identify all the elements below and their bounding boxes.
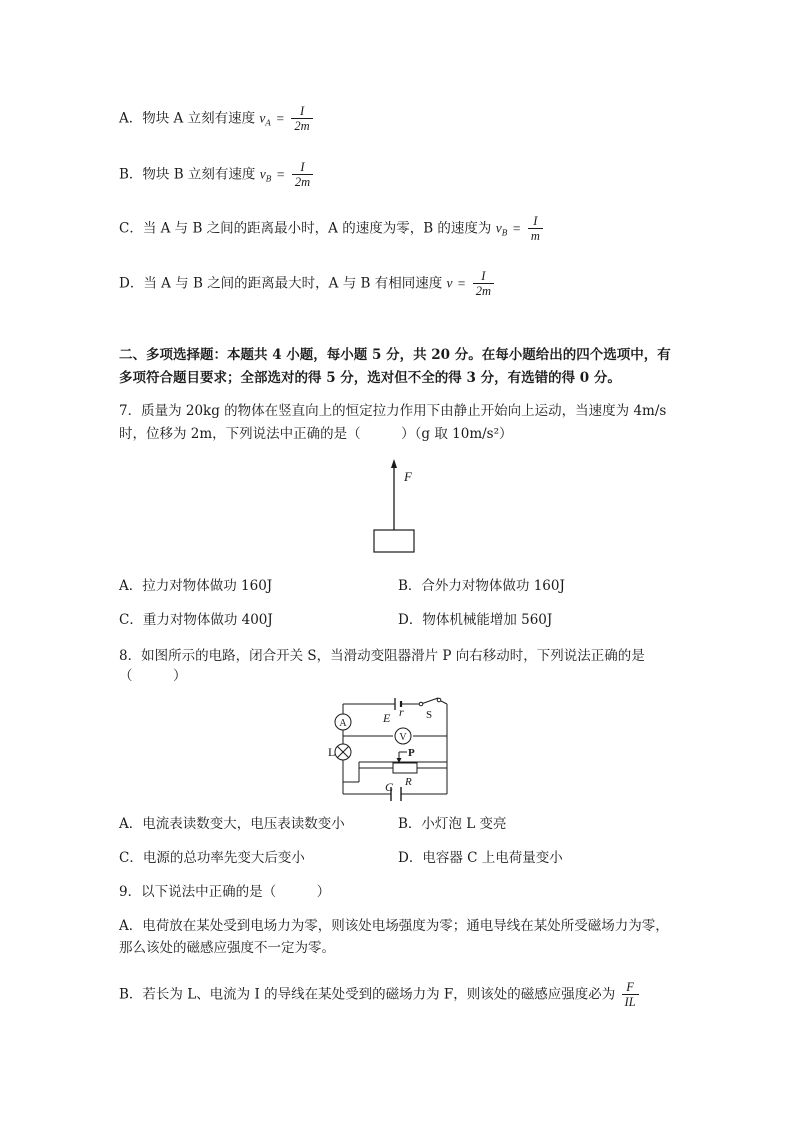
q9-option-a-line2: 那么该处的磁感应强度不一定为零。 — [119, 940, 335, 956]
fraction-denominator: 2m — [473, 283, 494, 299]
fraction-denominator: 2m — [291, 118, 312, 134]
fraction-numerator: F — [626, 980, 634, 994]
q8-stem-line1: 8．如图所示的电路，闭合开关 S，当滑动变阻器滑片 P 向右移动时，下列说法正确的是 — [119, 648, 645, 664]
rheostat-label: R — [405, 776, 412, 788]
voltmeter-label: V — [399, 732, 407, 743]
q7-option-d: D．物体机械能增加 560J — [398, 612, 553, 628]
switch-label: S — [426, 709, 433, 721]
q7-stem-line1: 7．质量为 20kg 的物体在竖直向上的恒定拉力作用下由静止开始向上运动，当速度为 4m/s — [119, 403, 667, 419]
q9-option-b — [119, 980, 639, 1010]
q7-option-a: A．拉力对物体做功 160J — [119, 578, 273, 594]
block-object — [374, 530, 414, 552]
section2-heading-line1: 二、多项选择题：本题共 4 小题，每小题 5 分，共 20 分。在每小题给出的四个选项中，有 — [119, 347, 671, 363]
q6-option-b — [119, 160, 313, 190]
slider-label: P — [408, 747, 415, 759]
q8-option-c: C．电源的总功率先变大后变小 — [119, 850, 305, 866]
q8-option-d: D．电容器 C 上电荷量变小 — [398, 850, 563, 866]
q8-option-b: B．小灯泡 L 变亮 — [398, 816, 507, 832]
fraction-numerator: I — [481, 269, 486, 283]
ammeter-label: A — [339, 718, 347, 729]
q7-option-c: C．重力对物体做功 400J — [119, 612, 273, 628]
q6-option-c — [119, 214, 543, 244]
q6-option-b-var: v — [259, 166, 266, 182]
q6-equals: = — [276, 110, 285, 126]
q6-option-b-sub: B — [265, 174, 272, 184]
fraction-denominator: 2m — [292, 174, 313, 190]
q6-option-a-var: v — [259, 110, 266, 126]
q6-option-a-sub: A — [265, 118, 272, 128]
q9-stem: 9．以下说法中正确的是（ ） — [119, 884, 331, 900]
q9-option-b-fraction — [622, 980, 639, 1010]
switch-contact-2 — [437, 698, 441, 702]
q6-option-c-sub: B — [501, 228, 508, 238]
q6-option-c-fraction — [528, 214, 543, 244]
q6-option-a-text: A．物块 A 立刻有速度 — [119, 110, 256, 127]
q6-option-d-var: v — [446, 275, 453, 291]
q6-option-d-fraction — [473, 269, 494, 299]
q7-option-b: B．合外力对物体做功 160J — [398, 578, 565, 594]
fraction-numerator: I — [299, 104, 305, 118]
q6-option-d-text: D．当 A 与 B 之间的距离最大时，A 与 B 有相同速度 — [119, 275, 443, 292]
q6-option-b-text: B．物块 B 立刻有速度 — [119, 166, 256, 183]
q6-option-a-fraction — [291, 104, 312, 134]
force-label: F — [404, 469, 412, 484]
q9-option-a-line1: A．电荷放在某处受到电场力为零，则该处电场强度为零；通电导线在某处所受磁场力为零， — [119, 918, 669, 934]
q6-option-c-var: v — [495, 220, 502, 236]
q9-option-b-text: B．若长为 L、电流为 I 的导线在某处受到的磁场力为 F，则该处的磁感应强度必为 — [119, 986, 616, 1003]
q8-circuit-diagram — [328, 692, 460, 804]
section2-heading-line2: 多项符合题目要求；全部选对的得 5 分，选对但不全的得 3 分，有选错的得 0 分。 — [119, 370, 621, 386]
lamp-label: L — [328, 745, 336, 759]
q6-option-a — [119, 104, 313, 134]
q6-equals: = — [457, 275, 466, 291]
fraction-numerator: I — [300, 160, 305, 174]
fraction-denominator: IL — [622, 994, 639, 1010]
q6-equals: = — [512, 220, 521, 236]
switch-contact — [419, 702, 423, 706]
q6-equals: = — [276, 166, 285, 182]
rheostat-symbol — [393, 763, 417, 773]
q8-option-a: A．电流表读数变大，电压表读数变小 — [119, 816, 345, 832]
internal-resistance-label: r — [399, 705, 404, 719]
force-arrow-head — [391, 459, 397, 468]
capacitor-label: C — [385, 780, 394, 794]
fraction-numerator: I — [533, 214, 538, 228]
q6-option-b-fraction — [292, 160, 313, 190]
q6-option-d — [119, 269, 494, 299]
q7-force-diagram — [360, 455, 430, 557]
q7-stem-line2: 时，位移为 2m，下列说法中正确的是（ ）（g 取 10m/s²） — [119, 426, 513, 442]
q6-option-c-text: C．当 A 与 B 之间的距离最小时，A 的速度为零，B 的速度为 — [119, 220, 492, 237]
q8-stem-line2: （ ） — [119, 668, 187, 684]
fraction-denominator: m — [528, 228, 543, 244]
emf-label: E — [383, 711, 391, 725]
